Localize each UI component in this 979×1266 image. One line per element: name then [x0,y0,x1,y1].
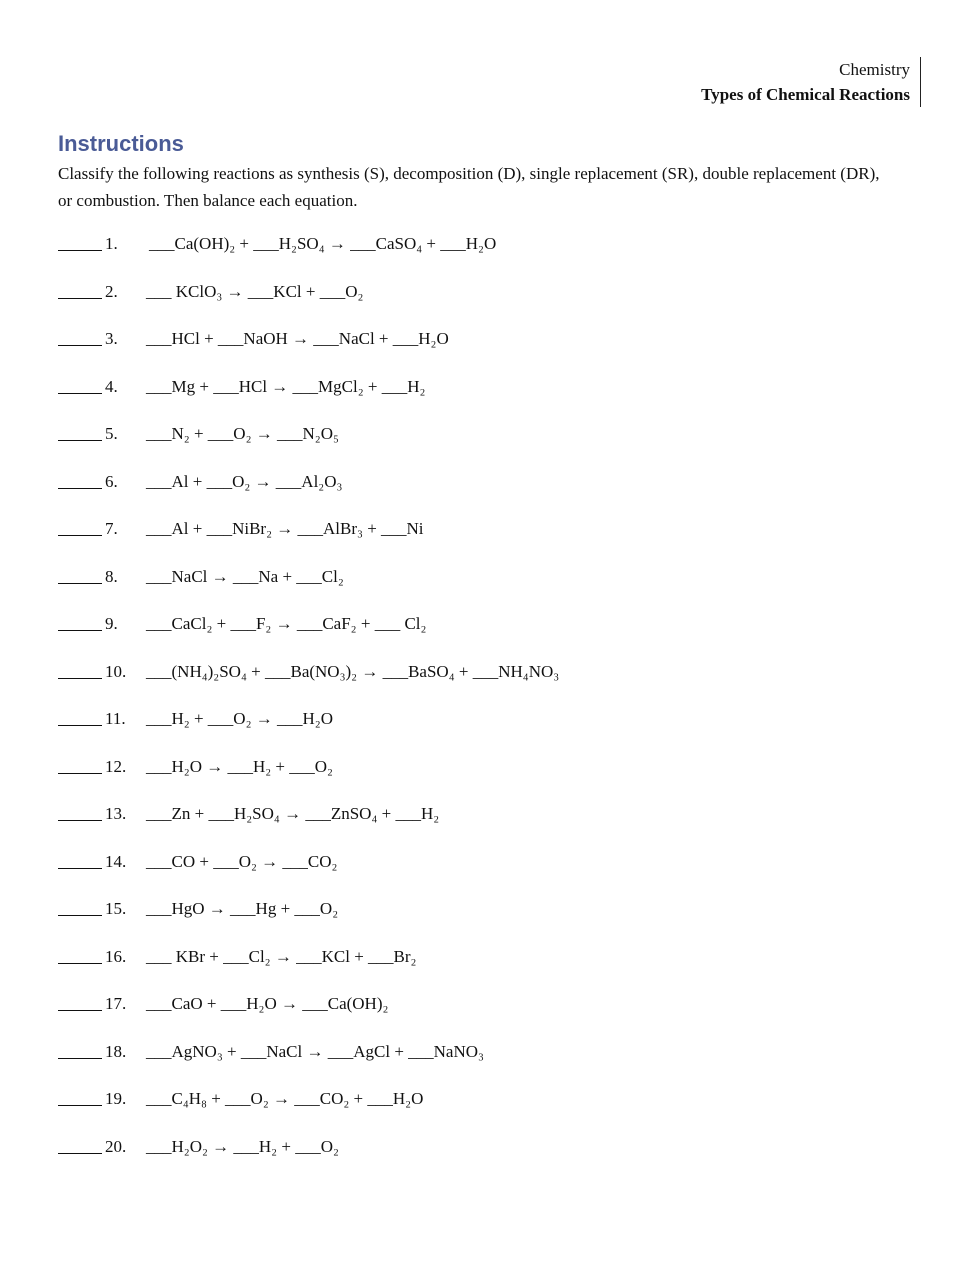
problem-number: 1. [105,234,118,253]
problem-number: 18. [105,1041,127,1061]
equation: ___H₂O → ___H₂ + ___O₂ [146,756,333,776]
problem-number: 7. [105,519,118,538]
problem-number: 3. [105,329,118,348]
equation: ___ KBr + ___Cl₂ → ___KCl + ___Br₂ [146,946,417,966]
answer-blank[interactable] [58,420,102,441]
equation: ___H₂ + ___O₂ → ___H₂O [146,709,333,728]
problem-number: 6. [105,471,118,491]
answer-blank[interactable] [58,895,102,916]
answer-blank[interactable] [58,1085,102,1106]
equation: ___N₂ + ___O₂ → ___N₂O₅ [146,424,339,443]
problem-number: 11. [105,709,126,728]
answer-blank[interactable] [58,563,102,584]
equation: ___Mg + ___HCl → ___MgCl₂ + ___H₂ [146,376,426,396]
problem-number: 10. [105,661,127,681]
problem-number: 13. [105,804,127,823]
equation: ___HgO → ___Hg + ___O₂ [146,899,339,918]
problem-number: 4. [105,376,118,396]
document-header [701,57,921,107]
problem-number: 19. [105,1089,127,1108]
equation: ___H₂O₂ → ___H₂ + ___O₂ [146,1136,339,1156]
answer-blank[interactable] [58,1038,102,1059]
equation: ___CaCl₂ + ___F₂ → ___CaF₂ + ___ Cl₂ [146,614,427,633]
equation: ___Zn + ___H₂SO₄ → ___ZnSO₄ + ___H₂ [146,804,440,823]
answer-blank[interactable] [58,848,102,869]
equation: ___Al + ___O₂ → ___Al₂O₃ [146,471,343,491]
problem-number: 5. [105,424,118,443]
equation: ___Ca(OH)₂ + ___H₂SO₄ → ___CaSO₄ + ___H₂O [149,234,497,253]
problem-number: 14. [105,851,127,871]
answer-blank[interactable] [58,705,102,726]
equation: ___Al + ___NiBr₂ → ___AlBr₃ + ___Ni [146,519,424,538]
equation: ___CO + ___O₂ → ___CO₂ [146,851,338,871]
answer-blank[interactable] [58,278,102,299]
answer-blank[interactable] [58,1133,102,1154]
problem-number: 12. [105,756,127,776]
answer-blank[interactable] [58,610,102,631]
answer-blank[interactable] [58,658,102,679]
problem-number: 20. [105,1136,127,1156]
answer-blank[interactable] [58,753,102,774]
topic-title: Types of Chemical Reactions [701,85,910,104]
answer-blank[interactable] [58,373,102,394]
instructions-heading: Instructions [58,131,184,156]
equation: ___AgNO₃ + ___NaCl → ___AgCl + ___NaNO₃ [146,1041,484,1061]
equation: ___(NH₄)₂SO₄ + ___Ba(NO₃)₂ → ___BaSO₄ + ___NH₄NO₃ [146,661,560,681]
instructions-text: Classify the following reactions as synthesis (S), decomposition (D), single replacement (SR), double replacement (DR), or combustion. Then balance each equation. [58,164,880,210]
problem-number: 17. [105,994,127,1013]
equation: ___ KClO₃ → ___KCl + ___O₂ [146,281,364,301]
equation: ___C₄H₈ + ___O₂ → ___CO₂ + ___H₂O [146,1089,424,1108]
problem-number: 2. [105,281,118,301]
equation: ___NaCl → ___Na + ___Cl₂ [146,566,344,586]
subject-title: Chemistry [839,60,910,79]
answer-blank[interactable] [58,325,102,346]
problem-number: 9. [105,614,118,633]
problem-number: 15. [105,899,127,918]
equation: ___CaO + ___H₂O → ___Ca(OH)₂ [146,994,389,1013]
equation: ___HCl + ___NaOH → ___NaCl + ___H₂O [146,329,449,348]
answer-blank[interactable] [58,990,102,1011]
answer-blank[interactable] [58,943,102,964]
answer-blank[interactable] [58,230,102,251]
problem-number: 8. [105,566,118,586]
problem-number: 16. [105,946,127,966]
answer-blank[interactable] [58,468,102,489]
answer-blank[interactable] [58,800,102,821]
answer-blank[interactable] [58,515,102,536]
